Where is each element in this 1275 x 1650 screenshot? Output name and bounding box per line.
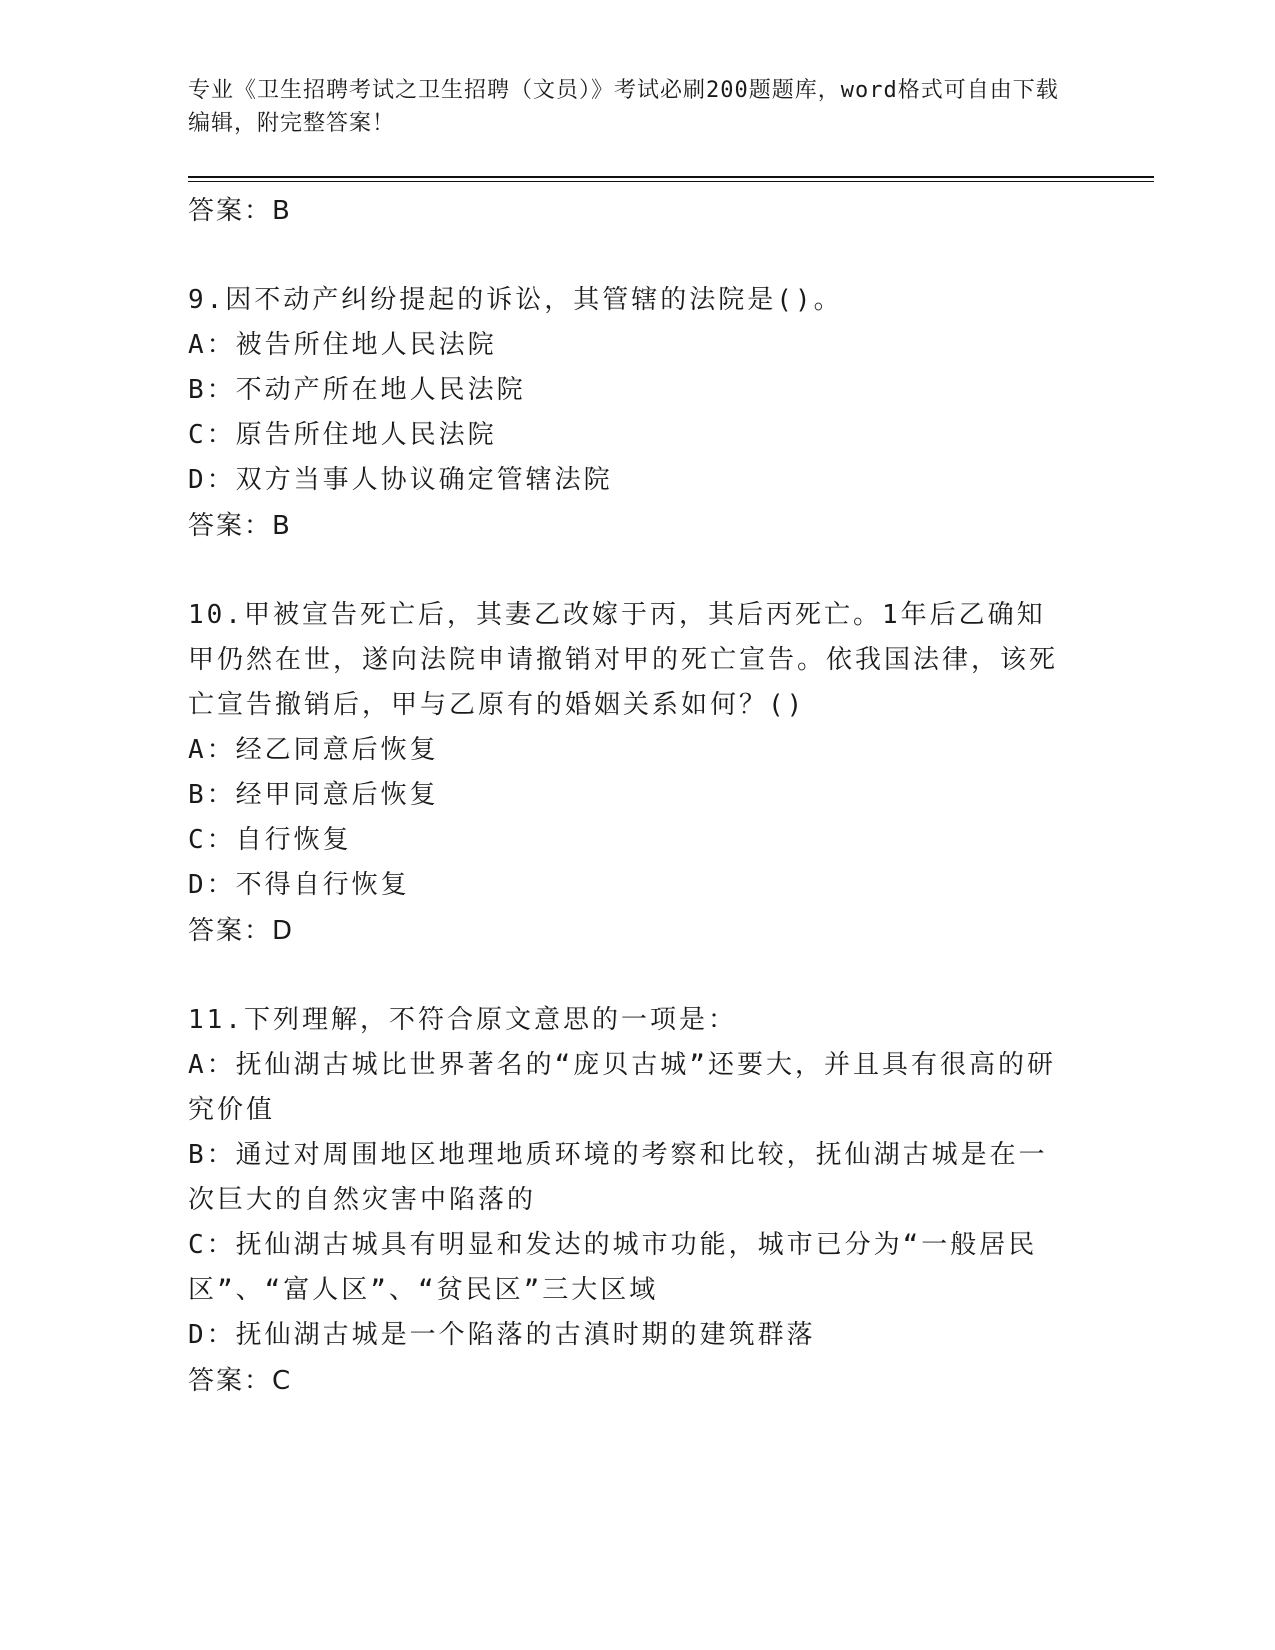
header-divider-thin — [188, 181, 1154, 182]
option-d: D：不得自行恢复 — [188, 870, 410, 900]
question-stem: 9.因不动产纠纷提起的诉讼，其管辖的法院是()。 — [188, 285, 843, 315]
answer-line: 答案：C — [188, 1366, 293, 1396]
option-c: C：抚仙湖古城具有明显和发达的城市功能，城市已分为“一般居民区”、“富人区”、“贫民区”三大区域 — [188, 1230, 1038, 1305]
question-stem: 10.甲被宣告死亡后，其妻乙改嫁于丙，其后丙死亡。1年后乙确知甲仍然在世，遂向法院申请撤销对甲的死亡宣告。依我国法律，该死亡宣告撤销后，甲与乙原有的婚姻关系如何？() — [188, 600, 1059, 720]
question-9 — [188, 278, 1068, 549]
question-11 — [188, 998, 1068, 1404]
header-divider-thick — [188, 176, 1154, 178]
option-d: D：抚仙湖古城是一个陷落的古滇时期的建筑群落 — [188, 1320, 816, 1350]
question-stem: 11.下列理解，不符合原文意思的一项是： — [188, 1005, 737, 1035]
option-b: B：通过对周围地区地理地质环境的考察和比较，抚仙湖古城是在一次巨大的自然灾害中陷落的 — [188, 1140, 1048, 1215]
document-header: 专业《卫生招聘考试之卫生招聘（文员）》考试必刷200题题库，word格式可自由下载编辑，附完整答案！ — [188, 78, 1059, 136]
option-a: A：经乙同意后恢复 — [188, 735, 439, 765]
option-c: C：自行恢复 — [188, 825, 352, 855]
answer-line: 答案：B — [188, 196, 292, 226]
answer-line: 答案：B — [188, 511, 292, 541]
option-b: B：经甲同意后恢复 — [188, 780, 439, 810]
option-a: A：抚仙湖古城比世界著名的“庞贝古城”还要大，并且具有很高的研究价值 — [188, 1050, 1056, 1125]
option-d: D：双方当事人协议确定管辖法院 — [188, 465, 613, 495]
option-c: C：原告所住地人民法院 — [188, 420, 497, 450]
question-list — [188, 188, 1068, 1404]
answer-line: 答案：D — [188, 916, 295, 946]
option-b: B：不动产所在地人民法院 — [188, 375, 526, 405]
option-a: A：被告所住地人民法院 — [188, 330, 497, 360]
question-10 — [188, 593, 1068, 954]
